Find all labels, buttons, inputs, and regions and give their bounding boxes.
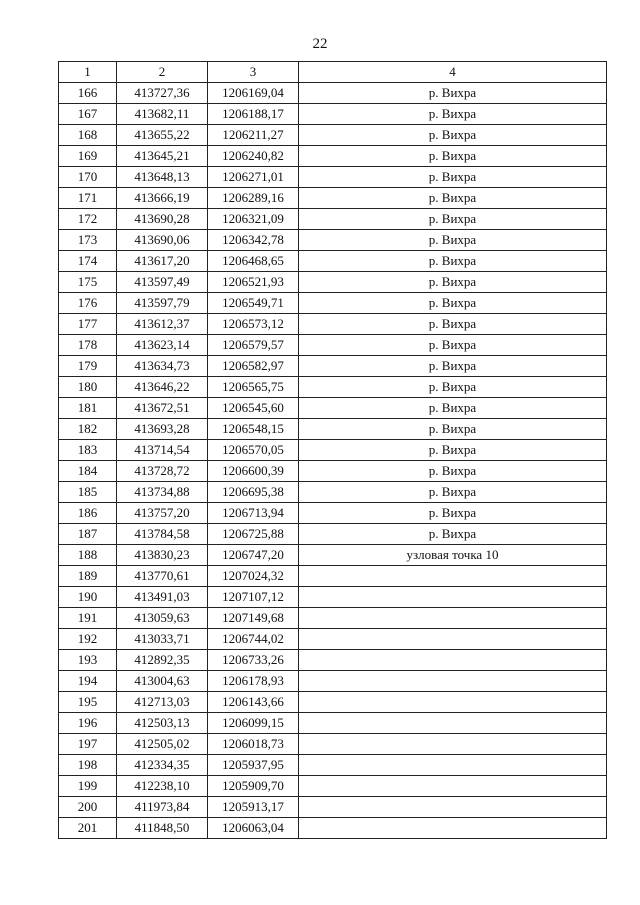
- description-cell: р. Вихра: [299, 83, 607, 104]
- description-cell: [299, 650, 607, 671]
- y-coordinate-cell: 1206582,97: [208, 356, 299, 377]
- description-cell: р. Вихра: [299, 524, 607, 545]
- x-coordinate-cell: 413690,06: [117, 230, 208, 251]
- x-coordinate-cell: 413682,11: [117, 104, 208, 125]
- description-cell: [299, 755, 607, 776]
- description-cell: р. Вихра: [299, 272, 607, 293]
- table-row: [59, 293, 607, 314]
- table-row: [59, 251, 607, 272]
- y-coordinate-cell: 1205913,17: [208, 797, 299, 818]
- column-header: 1: [59, 62, 117, 83]
- table-row: [59, 125, 607, 146]
- column-header: 3: [208, 62, 299, 83]
- point-number-cell: 193: [59, 650, 117, 671]
- description-cell: р. Вихра: [299, 146, 607, 167]
- y-coordinate-cell: 1206188,17: [208, 104, 299, 125]
- x-coordinate-cell: 413784,58: [117, 524, 208, 545]
- y-coordinate-cell: 1207024,32: [208, 566, 299, 587]
- description-cell: р. Вихра: [299, 461, 607, 482]
- table-row: [59, 503, 607, 524]
- description-cell: [299, 629, 607, 650]
- y-coordinate-cell: 1205937,95: [208, 755, 299, 776]
- y-coordinate-cell: 1206548,15: [208, 419, 299, 440]
- x-coordinate-cell: 413623,14: [117, 335, 208, 356]
- x-coordinate-cell: 413757,20: [117, 503, 208, 524]
- description-cell: [299, 692, 607, 713]
- y-coordinate-cell: 1206573,12: [208, 314, 299, 335]
- x-coordinate-cell: 413693,28: [117, 419, 208, 440]
- table-row: [59, 209, 607, 230]
- table-row: [59, 83, 607, 104]
- point-number-cell: 195: [59, 692, 117, 713]
- table-row: [59, 650, 607, 671]
- point-number-cell: 184: [59, 461, 117, 482]
- x-coordinate-cell: 412892,35: [117, 650, 208, 671]
- description-cell: р. Вихра: [299, 482, 607, 503]
- table-row: [59, 755, 607, 776]
- y-coordinate-cell: 1206271,01: [208, 167, 299, 188]
- x-coordinate-cell: 413648,13: [117, 167, 208, 188]
- description-cell: р. Вихра: [299, 335, 607, 356]
- point-number-cell: 192: [59, 629, 117, 650]
- y-coordinate-cell: 1206169,04: [208, 83, 299, 104]
- x-coordinate-cell: 413690,28: [117, 209, 208, 230]
- description-cell: [299, 587, 607, 608]
- table-row: [59, 776, 607, 797]
- x-coordinate-cell: 413612,37: [117, 314, 208, 335]
- x-coordinate-cell: 413655,22: [117, 125, 208, 146]
- table-row: [59, 356, 607, 377]
- point-number-cell: 169: [59, 146, 117, 167]
- table-row: [59, 335, 607, 356]
- x-coordinate-cell: 413714,54: [117, 440, 208, 461]
- y-coordinate-cell: 1206018,73: [208, 734, 299, 755]
- x-coordinate-cell: 412505,02: [117, 734, 208, 755]
- table-row: [59, 272, 607, 293]
- table-row: [59, 545, 607, 566]
- table-row: [59, 692, 607, 713]
- x-coordinate-cell: 413727,36: [117, 83, 208, 104]
- description-cell: [299, 608, 607, 629]
- x-coordinate-cell: 413004,63: [117, 671, 208, 692]
- point-number-cell: 170: [59, 167, 117, 188]
- point-number-cell: 194: [59, 671, 117, 692]
- x-coordinate-cell: 413634,73: [117, 356, 208, 377]
- table-row: [59, 482, 607, 503]
- description-cell: [299, 818, 607, 839]
- x-coordinate-cell: 412238,10: [117, 776, 208, 797]
- table-row: [59, 524, 607, 545]
- y-coordinate-cell: 1205909,70: [208, 776, 299, 797]
- y-coordinate-cell: 1206747,20: [208, 545, 299, 566]
- y-coordinate-cell: 1206565,75: [208, 377, 299, 398]
- coordinates-table: [58, 61, 607, 839]
- page-number: 22: [312, 36, 328, 52]
- description-cell: р. Вихра: [299, 440, 607, 461]
- table-header-row: [59, 62, 607, 83]
- column-header: 2: [117, 62, 208, 83]
- x-coordinate-cell: 413734,88: [117, 482, 208, 503]
- y-coordinate-cell: 1206211,27: [208, 125, 299, 146]
- point-number-cell: 166: [59, 83, 117, 104]
- table-row: [59, 188, 607, 209]
- description-cell: р. Вихра: [299, 188, 607, 209]
- description-cell: р. Вихра: [299, 377, 607, 398]
- description-cell: р. Вихра: [299, 125, 607, 146]
- x-coordinate-cell: 411973,84: [117, 797, 208, 818]
- y-coordinate-cell: 1206713,94: [208, 503, 299, 524]
- table-row: [59, 314, 607, 335]
- point-number-cell: 172: [59, 209, 117, 230]
- description-cell: р. Вихра: [299, 167, 607, 188]
- description-cell: р. Вихра: [299, 251, 607, 272]
- point-number-cell: 199: [59, 776, 117, 797]
- point-number-cell: 200: [59, 797, 117, 818]
- table-row: [59, 566, 607, 587]
- x-coordinate-cell: 413830,23: [117, 545, 208, 566]
- table-row: [59, 608, 607, 629]
- table-row: [59, 461, 607, 482]
- description-cell: [299, 671, 607, 692]
- description-cell: [299, 566, 607, 587]
- x-coordinate-cell: 413728,72: [117, 461, 208, 482]
- description-cell: [299, 797, 607, 818]
- y-coordinate-cell: 1206468,65: [208, 251, 299, 272]
- table-row: [59, 440, 607, 461]
- point-number-cell: 185: [59, 482, 117, 503]
- point-number-cell: 176: [59, 293, 117, 314]
- y-coordinate-cell: 1206063,04: [208, 818, 299, 839]
- y-coordinate-cell: 1206570,05: [208, 440, 299, 461]
- table-row: [59, 587, 607, 608]
- table-row: [59, 713, 607, 734]
- y-coordinate-cell: 1206695,38: [208, 482, 299, 503]
- x-coordinate-cell: 413059,63: [117, 608, 208, 629]
- description-cell: р. Вихра: [299, 293, 607, 314]
- y-coordinate-cell: 1206600,39: [208, 461, 299, 482]
- description-cell: р. Вихра: [299, 230, 607, 251]
- column-header: 4: [299, 62, 607, 83]
- table-row: [59, 734, 607, 755]
- x-coordinate-cell: 413666,19: [117, 188, 208, 209]
- y-coordinate-cell: 1207107,12: [208, 587, 299, 608]
- point-number-cell: 181: [59, 398, 117, 419]
- description-cell: р. Вихра: [299, 314, 607, 335]
- point-number-cell: 173: [59, 230, 117, 251]
- point-number-cell: 197: [59, 734, 117, 755]
- y-coordinate-cell: 1206744,02: [208, 629, 299, 650]
- point-number-cell: 167: [59, 104, 117, 125]
- x-coordinate-cell: 413646,22: [117, 377, 208, 398]
- description-cell: р. Вихра: [299, 209, 607, 230]
- table-row: [59, 104, 607, 125]
- point-number-cell: 177: [59, 314, 117, 335]
- point-number-cell: 186: [59, 503, 117, 524]
- description-cell: р. Вихра: [299, 419, 607, 440]
- point-number-cell: 174: [59, 251, 117, 272]
- table-row: [59, 629, 607, 650]
- point-number-cell: 188: [59, 545, 117, 566]
- y-coordinate-cell: 1206289,16: [208, 188, 299, 209]
- y-coordinate-cell: 1206725,88: [208, 524, 299, 545]
- x-coordinate-cell: 412503,13: [117, 713, 208, 734]
- y-coordinate-cell: 1206178,93: [208, 671, 299, 692]
- y-coordinate-cell: 1206733,26: [208, 650, 299, 671]
- description-cell: р. Вихра: [299, 104, 607, 125]
- point-number-cell: 180: [59, 377, 117, 398]
- y-coordinate-cell: 1206321,09: [208, 209, 299, 230]
- table-row: [59, 419, 607, 440]
- table-row: [59, 797, 607, 818]
- point-number-cell: 171: [59, 188, 117, 209]
- description-cell: [299, 713, 607, 734]
- table-row: [59, 167, 607, 188]
- y-coordinate-cell: 1206143,66: [208, 692, 299, 713]
- point-number-cell: 191: [59, 608, 117, 629]
- point-number-cell: 201: [59, 818, 117, 839]
- table-row: [59, 230, 607, 251]
- description-cell: узловая точка 10: [299, 545, 607, 566]
- point-number-cell: 182: [59, 419, 117, 440]
- x-coordinate-cell: 413597,79: [117, 293, 208, 314]
- point-number-cell: 183: [59, 440, 117, 461]
- point-number-cell: 187: [59, 524, 117, 545]
- point-number-cell: 179: [59, 356, 117, 377]
- x-coordinate-cell: 413672,51: [117, 398, 208, 419]
- x-coordinate-cell: 411848,50: [117, 818, 208, 839]
- x-coordinate-cell: 413645,21: [117, 146, 208, 167]
- y-coordinate-cell: 1207149,68: [208, 608, 299, 629]
- point-number-cell: 198: [59, 755, 117, 776]
- description-cell: р. Вихра: [299, 398, 607, 419]
- x-coordinate-cell: 413597,49: [117, 272, 208, 293]
- y-coordinate-cell: 1206521,93: [208, 272, 299, 293]
- point-number-cell: 190: [59, 587, 117, 608]
- description-cell: р. Вихра: [299, 356, 607, 377]
- table-row: [59, 398, 607, 419]
- point-number-cell: 189: [59, 566, 117, 587]
- y-coordinate-cell: 1206240,82: [208, 146, 299, 167]
- point-number-cell: 178: [59, 335, 117, 356]
- table-row: [59, 818, 607, 839]
- x-coordinate-cell: 413617,20: [117, 251, 208, 272]
- description-cell: р. Вихра: [299, 503, 607, 524]
- y-coordinate-cell: 1206342,78: [208, 230, 299, 251]
- x-coordinate-cell: 412713,03: [117, 692, 208, 713]
- point-number-cell: 168: [59, 125, 117, 146]
- description-cell: [299, 734, 607, 755]
- y-coordinate-cell: 1206545,60: [208, 398, 299, 419]
- table-row: [59, 671, 607, 692]
- x-coordinate-cell: 413033,71: [117, 629, 208, 650]
- x-coordinate-cell: 413491,03: [117, 587, 208, 608]
- point-number-cell: 196: [59, 713, 117, 734]
- table-body: [59, 83, 607, 839]
- description-cell: [299, 776, 607, 797]
- x-coordinate-cell: 413770,61: [117, 566, 208, 587]
- point-number-cell: 175: [59, 272, 117, 293]
- table-row: [59, 377, 607, 398]
- table-row: [59, 146, 607, 167]
- x-coordinate-cell: 412334,35: [117, 755, 208, 776]
- y-coordinate-cell: 1206099,15: [208, 713, 299, 734]
- y-coordinate-cell: 1206549,71: [208, 293, 299, 314]
- y-coordinate-cell: 1206579,57: [208, 335, 299, 356]
